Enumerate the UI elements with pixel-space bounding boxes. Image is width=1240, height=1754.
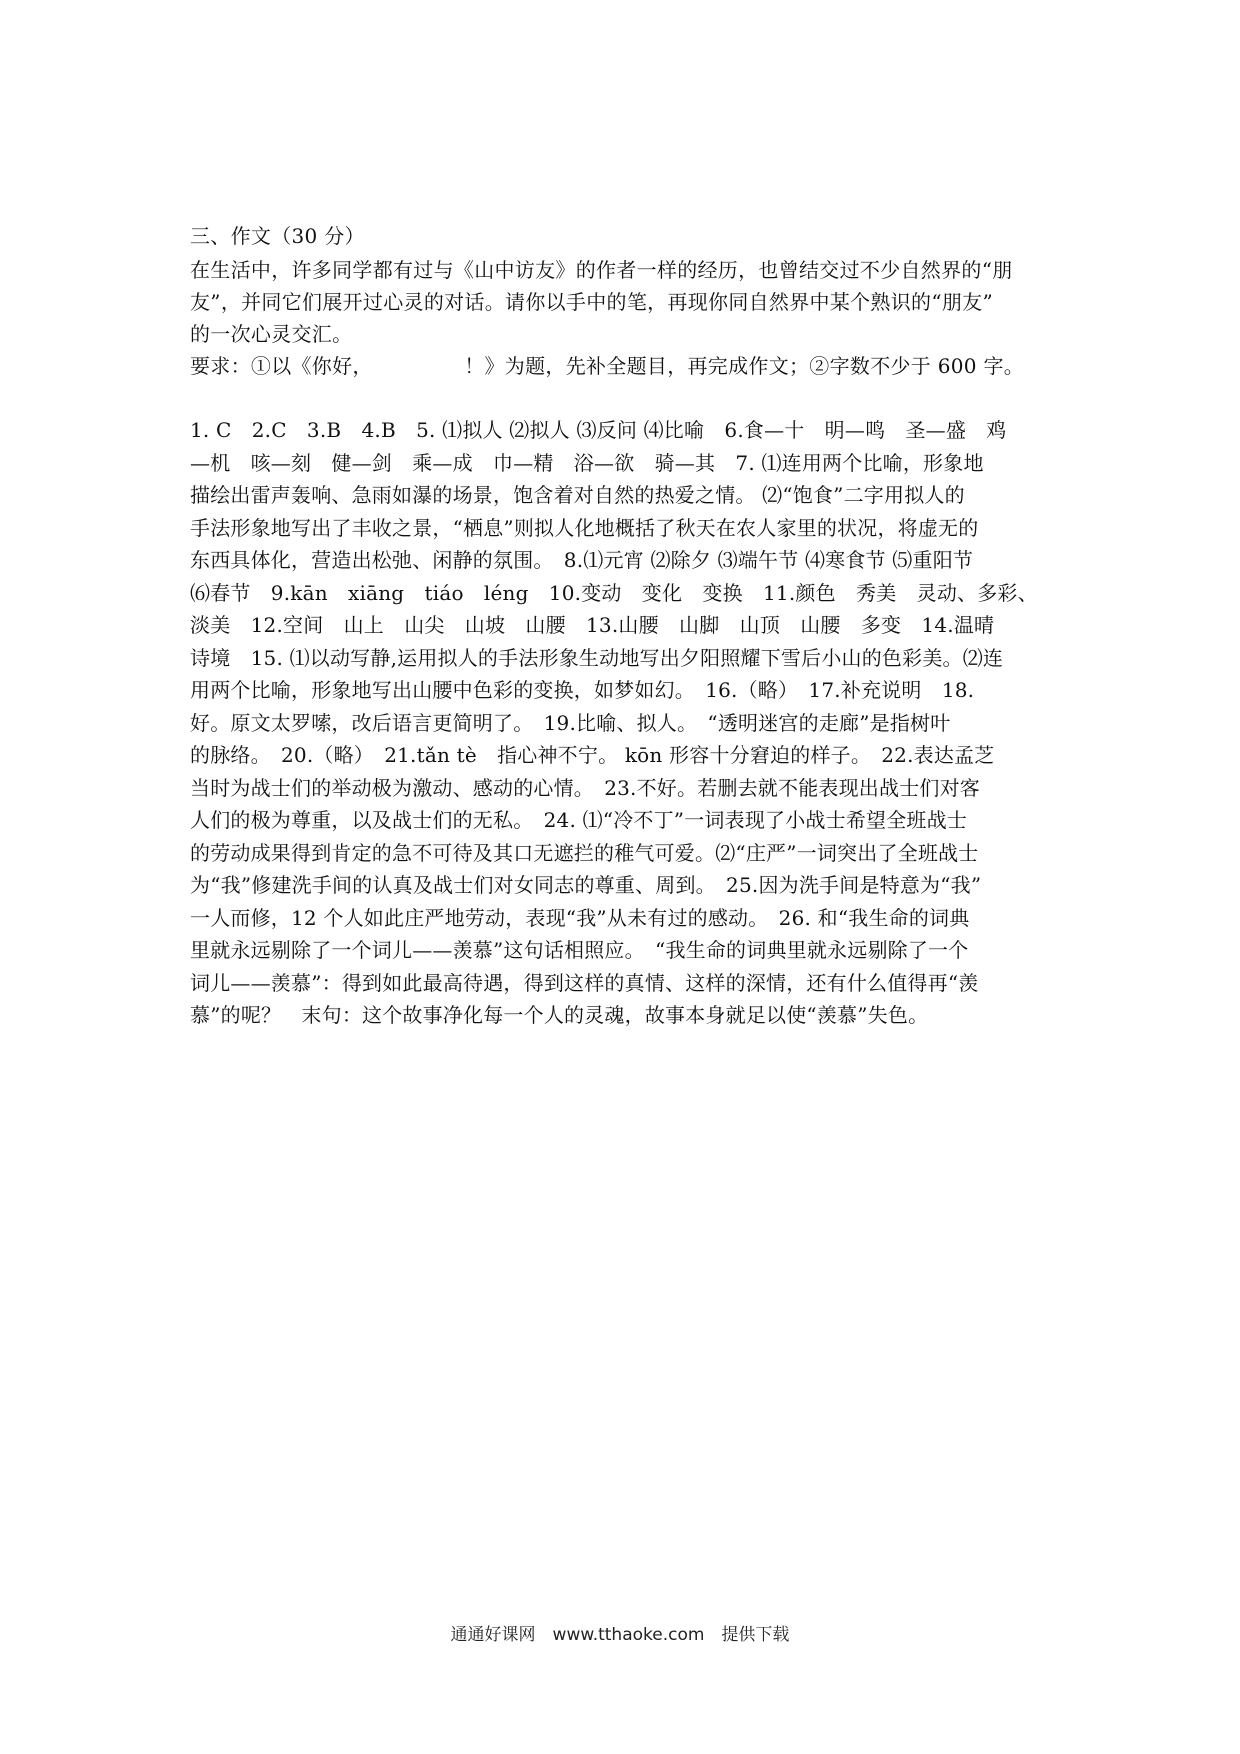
essay-requirements-line: 要求：①以《你好， ！》为题，先补全题目，再完成作文；②字数不少于 600 字。 (190, 354, 1025, 378)
essay-prompt-line: 友”，并同它们展开过心灵的对话。请你以手中的笔，再现你同自然界中某个熟识的“朋友” (190, 290, 993, 314)
answer-line: 1. C 2.C 3.B 4.B 5. ⑴拟人 ⑵拟人 ⑶反问 ⑷比喻 6.食—十 明—鸣 圣—盛 鸡 (190, 418, 1007, 442)
answer-line: 的脉络。 20.（略） 21.tǎn tè 指心神不宁。 kōn 形容十分窘迫的样子。 22.表达孟芝 (190, 743, 995, 767)
essay-section (190, 220, 1050, 382)
answer-line: 东西具体化，营造出松弛、闲静的氛围。 8.⑴元宵 ⑵除夕 ⑶端午节 ⑷寒食节 ⑸重阳节 (190, 548, 974, 572)
answer-line: 诗境 15. ⑴以动写静,运用拟人的手法形象生动地写出夕阳照耀下雪后小山的色彩美。⑵连 (190, 645, 1004, 670)
answer-line: 词儿——羡慕”：得到如此最高待遇，得到这样的真情、这样的深情，还有什么值得再“羡 (190, 970, 979, 995)
answer-line: 的劳动成果得到肯定的急不可待及其口无遮拦的稚气可爱。⑵“庄严”一词突出了全班战士 (190, 840, 979, 865)
answer-line: 手法形象地写出了丰收之景，“栖息”则拟人化地概括了秋天在农人家里的状况，将虚无的 (190, 515, 979, 540)
answer-line: 淡美 12.空间 山上 山尖 山坡 山腰 13.山腰 山脚 山顶 山腰 多变 14.温晴 (190, 613, 995, 637)
answer-line: 描绘出雷声轰响、急雨如瀑的场景，饱含着对自然的热爱之情。 ⑵“饱食”二字用拟人的 (190, 483, 965, 507)
essay-prompt-line: 在生活中，许多同学都有过与《山中访友》的作者一样的经历，也曾结交过不少自然界的“朋 (190, 258, 1013, 282)
answer-line: 人们的极为尊重，以及战士们的无私。 24. ⑴“冷不丁”一词表现了小战士希望全班战士 (190, 808, 968, 832)
answer-line: 慕”的呢？ 末句：这个故事净化每一个人的灵魂，故事本身就足以使“羡慕”失色。 (190, 1003, 929, 1027)
answer-line: 当时为战士们的举动极为激动、感动的心情。 23.不好。若删去就不能表现出战士们对客 (190, 775, 981, 800)
page-footer: 通通好课网 www.tthaoke.com 提供下载 (450, 1625, 790, 1645)
answer-line: —机 咳—刻 健—剑 乘—成 巾—精 浴—欲 骑—其 7. ⑴连用两个比喻，形象地 (190, 450, 984, 475)
essay-heading: 三、作文（30 分） (190, 224, 365, 248)
answer-key (190, 414, 1050, 1032)
answer-line: 为“我”修建洗手间的认真及战士们对女同志的尊重、周到。 25.因为洗手间是特意为“我” (190, 873, 982, 897)
answer-line: ⑹春节 9.kān xiāng tiáo léng 10.变动 变化 变换 11.颜色 秀美 灵动、多彩、 (190, 580, 1038, 605)
answer-line: 好。原文太罗嗦，改后语言更简明了。 19.比喻、拟人。 “透明迷宫的走廊”是指树叶 (190, 710, 951, 735)
answer-line: 用两个比喻，形象地写出山腰中色彩的变换，如梦如幻。 16.（略） 17.补充说明 18. (190, 678, 975, 702)
essay-prompt-line: 的一次心灵交汇。 (190, 322, 353, 346)
answer-line: 里就永远剔除了一个词儿——羡慕”这句话相照应。 “我生命的词典里就永远剔除了一个 (190, 938, 969, 962)
answer-line: 一人而修，12 个人如此庄严地劳动，表现“我”从未有过的感动。 26. 和“我生命的词典 (190, 905, 970, 930)
